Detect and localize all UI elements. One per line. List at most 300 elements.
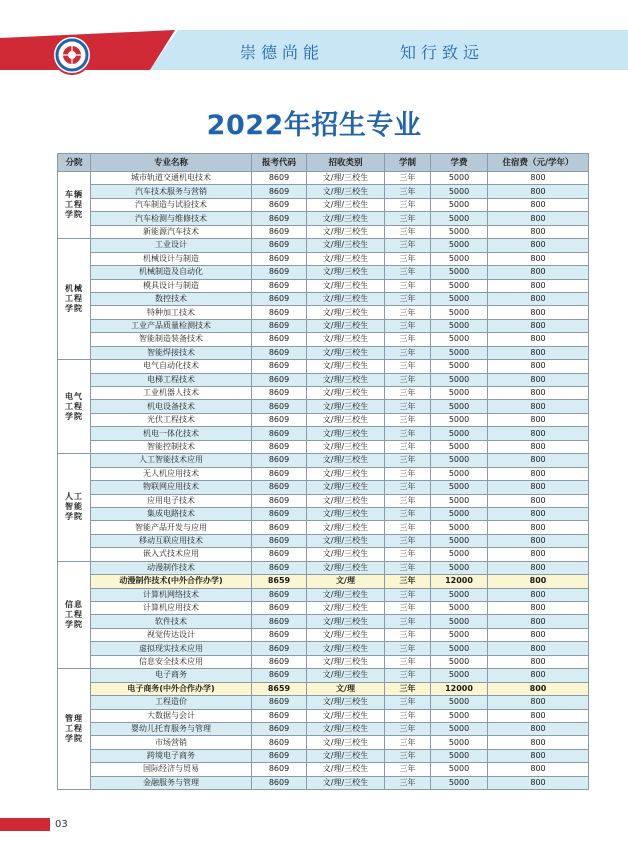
dorm-fee-cell: 800	[488, 696, 589, 709]
table-row	[58, 319, 589, 332]
major-name-cell: 虚拟现实技术应用	[91, 642, 252, 655]
exam-code-cell: 8609	[252, 198, 307, 211]
dorm-fee-cell: 800	[488, 387, 589, 400]
major-name-cell: 无人机应用技术	[91, 467, 252, 480]
category-cell: 文/理/三校生	[307, 252, 385, 265]
tuition-cell: 5000	[431, 588, 488, 601]
page-title: 2022年招生专业	[206, 110, 422, 141]
major-name-cell: 婴幼儿托育服务与管理	[91, 722, 252, 735]
table-row	[58, 722, 589, 735]
category-cell: 文/理/三校生	[307, 239, 385, 252]
table-row	[58, 575, 589, 588]
major-name-cell: 智能焊接技术	[91, 346, 252, 359]
exam-code-cell: 8609	[252, 413, 307, 426]
table-row	[58, 534, 589, 547]
exam-code-cell: 8609	[252, 722, 307, 735]
tuition-cell: 5000	[431, 521, 488, 534]
major-name-cell: 国际经济与贸易	[91, 763, 252, 776]
tuition-cell: 5000	[431, 266, 488, 279]
years-cell: 三年	[385, 360, 431, 373]
major-name-cell: 机电一体化技术	[91, 427, 252, 440]
major-name-cell: 视觉传达设计	[91, 628, 252, 641]
dorm-fee-cell: 800	[488, 655, 589, 668]
exam-code-cell: 8609	[252, 521, 307, 534]
dorm-fee-cell: 800	[488, 413, 589, 426]
exam-code-cell: 8609	[252, 534, 307, 547]
category-cell: 文/理/三校生	[307, 198, 385, 211]
table-row	[58, 602, 589, 615]
college-name-cell: 人工 智能 学院	[58, 454, 91, 562]
table-row	[58, 628, 589, 641]
exam-code-cell: 8609	[252, 736, 307, 749]
tuition-cell: 5000	[431, 615, 488, 628]
college-name-cell: 管理 工程 学院	[58, 669, 91, 790]
category-cell: 文/理	[307, 682, 385, 695]
dorm-fee-cell: 800	[488, 212, 589, 225]
dorm-fee-cell: 800	[488, 172, 589, 185]
major-name-cell: 模具设计与制造	[91, 279, 252, 292]
tuition-cell: 5000	[431, 749, 488, 762]
dorm-fee-cell: 800	[488, 628, 589, 641]
exam-code-cell: 8609	[252, 252, 307, 265]
table-row	[58, 763, 589, 776]
years-cell: 三年	[385, 763, 431, 776]
tuition-cell: 5000	[431, 602, 488, 615]
tuition-cell: 5000	[431, 172, 488, 185]
dorm-fee-cell: 800	[488, 722, 589, 735]
dorm-fee-cell: 800	[488, 669, 589, 682]
tuition-cell: 5000	[431, 306, 488, 319]
tuition-cell: 5000	[431, 212, 488, 225]
dorm-fee-cell: 800	[488, 467, 589, 480]
years-cell: 三年	[385, 494, 431, 507]
dorm-fee-cell: 800	[488, 239, 589, 252]
years-cell: 三年	[385, 669, 431, 682]
major-name-cell: 汽车制造与试验技术	[91, 198, 252, 211]
major-name-cell: 机电设备技术	[91, 400, 252, 413]
tuition-cell: 5000	[431, 400, 488, 413]
header-category: 招收类别	[307, 154, 385, 172]
table-row	[58, 467, 589, 480]
dorm-fee-cell: 800	[488, 749, 589, 762]
table-row	[58, 333, 589, 346]
table-row	[58, 252, 589, 265]
table-row	[58, 709, 589, 722]
exam-code-cell: 8609	[252, 776, 307, 789]
major-name-cell: 市场营销	[91, 736, 252, 749]
majors-table	[57, 153, 589, 790]
category-cell: 文/理/三校生	[307, 588, 385, 601]
dorm-fee-cell: 800	[488, 534, 589, 547]
tuition-cell: 12000	[431, 682, 488, 695]
tuition-cell: 5000	[431, 319, 488, 332]
category-cell: 文/理/三校生	[307, 481, 385, 494]
exam-code-cell: 8609	[252, 225, 307, 238]
category-cell: 文/理/三校生	[307, 521, 385, 534]
exam-code-cell: 8609	[252, 588, 307, 601]
exam-code-cell: 8609	[252, 561, 307, 574]
table-row	[58, 387, 589, 400]
tuition-cell: 5000	[431, 696, 488, 709]
dorm-fee-cell: 800	[488, 575, 589, 588]
tuition-cell: 5000	[431, 642, 488, 655]
exam-code-cell: 8609	[252, 306, 307, 319]
dorm-fee-cell: 800	[488, 548, 589, 561]
years-cell: 三年	[385, 615, 431, 628]
category-cell: 文/理/三校生	[307, 373, 385, 386]
category-cell: 文/理/三校生	[307, 346, 385, 359]
dorm-fee-cell: 800	[488, 306, 589, 319]
tuition-cell: 5000	[431, 454, 488, 467]
exam-code-cell: 8609	[252, 373, 307, 386]
header-dorm-fee: 住宿费（元/学年）	[488, 154, 589, 172]
major-name-cell: 特种加工技术	[91, 306, 252, 319]
major-name-cell: 信息安全技术应用	[91, 655, 252, 668]
page-number: 03	[55, 819, 68, 830]
dorm-fee-cell: 800	[488, 292, 589, 305]
table-row	[58, 400, 589, 413]
tuition-cell: 5000	[431, 252, 488, 265]
major-name-cell: 移动互联应用技术	[91, 534, 252, 547]
header-major: 专业名称	[91, 154, 252, 172]
category-cell: 文/理/三校生	[307, 669, 385, 682]
dorm-fee-cell: 800	[488, 440, 589, 453]
years-cell: 三年	[385, 266, 431, 279]
exam-code-cell: 8609	[252, 669, 307, 682]
header-code: 报考代码	[252, 154, 307, 172]
major-name-cell: 工程造价	[91, 696, 252, 709]
dorm-fee-cell: 800	[488, 521, 589, 534]
tuition-cell: 5000	[431, 333, 488, 346]
major-name-cell: 集成电路技术	[91, 507, 252, 520]
category-cell: 文/理/三校生	[307, 212, 385, 225]
major-name-cell: 数控技术	[91, 292, 252, 305]
years-cell: 三年	[385, 225, 431, 238]
category-cell: 文/理/三校生	[307, 628, 385, 641]
table-row	[58, 655, 589, 668]
years-cell: 三年	[385, 279, 431, 292]
exam-code-cell: 8609	[252, 507, 307, 520]
table-row	[58, 440, 589, 453]
category-cell: 文/理/三校生	[307, 306, 385, 319]
exam-code-cell: 8609	[252, 346, 307, 359]
dorm-fee-cell: 800	[488, 400, 589, 413]
category-cell: 文/理/三校生	[307, 440, 385, 453]
years-cell: 三年	[385, 292, 431, 305]
years-cell: 三年	[385, 561, 431, 574]
years-cell: 三年	[385, 185, 431, 198]
exam-code-cell: 8609	[252, 454, 307, 467]
years-cell: 三年	[385, 534, 431, 547]
years-cell: 三年	[385, 440, 431, 453]
dorm-fee-cell: 800	[488, 252, 589, 265]
tuition-cell: 5000	[431, 507, 488, 520]
exam-code-cell: 8609	[252, 212, 307, 225]
tuition-cell: 5000	[431, 736, 488, 749]
college-name-cell: 机械 工程 学院	[58, 239, 91, 360]
tuition-cell: 5000	[431, 467, 488, 480]
years-cell: 三年	[385, 696, 431, 709]
tuition-cell: 5000	[431, 669, 488, 682]
category-cell: 文/理/三校生	[307, 413, 385, 426]
dorm-fee-cell: 800	[488, 776, 589, 789]
exam-code-cell: 8609	[252, 266, 307, 279]
years-cell: 三年	[385, 588, 431, 601]
dorm-fee-cell: 800	[488, 736, 589, 749]
table-row	[58, 494, 589, 507]
table-row	[58, 239, 589, 252]
category-cell: 文/理/三校生	[307, 696, 385, 709]
category-cell: 文/理/三校生	[307, 507, 385, 520]
major-name-cell: 智能产品开发与应用	[91, 521, 252, 534]
table-row	[58, 225, 589, 238]
dorm-fee-cell: 800	[488, 763, 589, 776]
exam-code-cell: 8609	[252, 548, 307, 561]
exam-code-cell: 8609	[252, 749, 307, 762]
tuition-cell: 5000	[431, 427, 488, 440]
years-cell: 三年	[385, 333, 431, 346]
years-cell: 三年	[385, 481, 431, 494]
dorm-fee-cell: 800	[488, 642, 589, 655]
exam-code-cell: 8659	[252, 575, 307, 588]
major-name-cell: 机械设计与制造	[91, 252, 252, 265]
exam-code-cell: 8609	[252, 763, 307, 776]
tuition-cell: 5000	[431, 413, 488, 426]
table-row	[58, 481, 589, 494]
exam-code-cell: 8609	[252, 387, 307, 400]
major-name-cell: 计算机应用技术	[91, 602, 252, 615]
tuition-cell: 5000	[431, 185, 488, 198]
tuition-cell: 5000	[431, 655, 488, 668]
category-cell: 文/理/三校生	[307, 494, 385, 507]
table-row	[58, 266, 589, 279]
table-row	[58, 682, 589, 695]
years-cell: 三年	[385, 642, 431, 655]
category-cell: 文/理/三校生	[307, 602, 385, 615]
college-name-cell: 电气 工程 学院	[58, 360, 91, 454]
category-cell: 文/理	[307, 575, 385, 588]
tuition-cell: 5000	[431, 292, 488, 305]
dorm-fee-cell: 800	[488, 494, 589, 507]
years-cell: 三年	[385, 749, 431, 762]
dorm-fee-cell: 800	[488, 481, 589, 494]
college-name-cell: 车辆 工程 学院	[58, 172, 91, 239]
major-name-cell: 智能制造装备技术	[91, 333, 252, 346]
category-cell: 文/理/三校生	[307, 561, 385, 574]
years-cell: 三年	[385, 521, 431, 534]
table-row	[58, 669, 589, 682]
category-cell: 文/理/三校生	[307, 467, 385, 480]
exam-code-cell: 8609	[252, 239, 307, 252]
exam-code-cell: 8609	[252, 427, 307, 440]
category-cell: 文/理/三校生	[307, 185, 385, 198]
table-row	[58, 776, 589, 789]
table-row	[58, 212, 589, 225]
years-cell: 三年	[385, 722, 431, 735]
exam-code-cell: 8609	[252, 696, 307, 709]
tuition-cell: 5000	[431, 561, 488, 574]
dorm-fee-cell: 800	[488, 561, 589, 574]
tuition-cell: 5000	[431, 494, 488, 507]
major-name-cell: 计算机网络技术	[91, 588, 252, 601]
years-cell: 三年	[385, 306, 431, 319]
dorm-fee-cell: 800	[488, 333, 589, 346]
years-cell: 三年	[385, 400, 431, 413]
dorm-fee-cell: 800	[488, 602, 589, 615]
dorm-fee-cell: 800	[488, 360, 589, 373]
category-cell: 文/理/三校生	[307, 279, 385, 292]
table-row	[58, 306, 589, 319]
years-cell: 三年	[385, 709, 431, 722]
tuition-cell: 5000	[431, 387, 488, 400]
category-cell: 文/理/三校生	[307, 534, 385, 547]
years-cell: 三年	[385, 387, 431, 400]
tuition-cell: 5000	[431, 373, 488, 386]
years-cell: 三年	[385, 507, 431, 520]
major-name-cell: 电气自动化技术	[91, 360, 252, 373]
dorm-fee-cell: 800	[488, 185, 589, 198]
category-cell: 文/理/三校生	[307, 266, 385, 279]
header-years: 学制	[385, 154, 431, 172]
major-name-cell: 新能源汽车技术	[91, 225, 252, 238]
dorm-fee-cell: 800	[488, 615, 589, 628]
major-name-cell: 电梯工程技术	[91, 373, 252, 386]
years-cell: 三年	[385, 239, 431, 252]
category-cell: 文/理/三校生	[307, 776, 385, 789]
dorm-fee-cell: 800	[488, 346, 589, 359]
major-name-cell: 工业设计	[91, 239, 252, 252]
major-name-cell: 应用电子技术	[91, 494, 252, 507]
major-name-cell: 嵌入式技术应用	[91, 548, 252, 561]
category-cell: 文/理/三校生	[307, 736, 385, 749]
category-cell: 文/理/三校生	[307, 655, 385, 668]
dorm-fee-cell: 800	[488, 507, 589, 520]
dorm-fee-cell: 800	[488, 682, 589, 695]
category-cell: 文/理/三校生	[307, 225, 385, 238]
major-name-cell: 智能控制技术	[91, 440, 252, 453]
exam-code-cell: 8609	[252, 709, 307, 722]
exam-code-cell: 8609	[252, 292, 307, 305]
category-cell: 文/理/三校生	[307, 749, 385, 762]
major-name-cell: 汽车技术服务与营销	[91, 185, 252, 198]
table-body	[58, 172, 589, 790]
table-row	[58, 185, 589, 198]
table-row	[58, 360, 589, 373]
dorm-fee-cell: 800	[488, 373, 589, 386]
header-college: 分院	[58, 154, 91, 172]
dorm-fee-cell: 800	[488, 266, 589, 279]
tuition-cell: 5000	[431, 346, 488, 359]
school-emblem-icon	[52, 35, 92, 75]
table-row	[58, 413, 589, 426]
major-name-cell: 汽车检测与维修技术	[91, 212, 252, 225]
table-row	[58, 507, 589, 520]
years-cell: 三年	[385, 575, 431, 588]
exam-code-cell: 8609	[252, 400, 307, 413]
exam-code-cell: 8609	[252, 481, 307, 494]
years-cell: 三年	[385, 548, 431, 561]
tuition-cell: 5000	[431, 548, 488, 561]
dorm-fee-cell: 800	[488, 588, 589, 601]
exam-code-cell: 8609	[252, 494, 307, 507]
category-cell: 文/理/三校生	[307, 387, 385, 400]
category-cell: 文/理/三校生	[307, 709, 385, 722]
table-row	[58, 292, 589, 305]
slogan-left: 崇德尚能	[240, 43, 325, 62]
category-cell: 文/理/三校生	[307, 360, 385, 373]
years-cell: 三年	[385, 252, 431, 265]
category-cell: 文/理/三校生	[307, 722, 385, 735]
tuition-cell: 5000	[431, 722, 488, 735]
years-cell: 三年	[385, 346, 431, 359]
header-tuition: 学费	[431, 154, 488, 172]
years-cell: 三年	[385, 655, 431, 668]
tuition-cell: 5000	[431, 440, 488, 453]
years-cell: 三年	[385, 319, 431, 332]
years-cell: 三年	[385, 736, 431, 749]
years-cell: 三年	[385, 212, 431, 225]
major-name-cell: 动漫制作技术	[91, 561, 252, 574]
major-name-cell: 工业机器人技术	[91, 387, 252, 400]
major-name-cell: 动漫制作技术(中外合作办学)	[91, 575, 252, 588]
exam-code-cell: 8609	[252, 467, 307, 480]
exam-code-cell: 8659	[252, 682, 307, 695]
dorm-fee-cell: 800	[488, 279, 589, 292]
tuition-cell: 5000	[431, 279, 488, 292]
tuition-cell: 5000	[431, 225, 488, 238]
years-cell: 三年	[385, 413, 431, 426]
tuition-cell: 5000	[431, 763, 488, 776]
exam-code-cell: 8609	[252, 279, 307, 292]
table-row	[58, 696, 589, 709]
years-cell: 三年	[385, 454, 431, 467]
tuition-cell: 5000	[431, 481, 488, 494]
years-cell: 三年	[385, 198, 431, 211]
banner-blue-stripe	[150, 30, 628, 70]
category-cell: 文/理/三校生	[307, 454, 385, 467]
years-cell: 三年	[385, 172, 431, 185]
exam-code-cell: 8609	[252, 615, 307, 628]
category-cell: 文/理/三校生	[307, 548, 385, 561]
years-cell: 三年	[385, 682, 431, 695]
major-name-cell: 金融服务与管理	[91, 776, 252, 789]
table-row	[58, 454, 589, 467]
dorm-fee-cell: 800	[488, 427, 589, 440]
tuition-cell: 5000	[431, 628, 488, 641]
exam-code-cell: 8609	[252, 628, 307, 641]
category-cell: 文/理/三校生	[307, 319, 385, 332]
table-row	[58, 427, 589, 440]
major-name-cell: 电子商务(中外合作办学)	[91, 682, 252, 695]
major-name-cell: 光伏工程技术	[91, 413, 252, 426]
category-cell: 文/理/三校生	[307, 642, 385, 655]
category-cell: 文/理/三校生	[307, 427, 385, 440]
tuition-cell: 5000	[431, 360, 488, 373]
category-cell: 文/理/三校生	[307, 400, 385, 413]
table-row	[58, 548, 589, 561]
table-row	[58, 736, 589, 749]
exam-code-cell: 8609	[252, 655, 307, 668]
exam-code-cell: 8609	[252, 642, 307, 655]
dorm-fee-cell: 800	[488, 225, 589, 238]
table-row	[58, 521, 589, 534]
college-name-cell: 信息 工程 学院	[58, 561, 91, 669]
major-name-cell: 电子商务	[91, 669, 252, 682]
tuition-cell: 5000	[431, 198, 488, 211]
major-name-cell: 物联网应用技术	[91, 481, 252, 494]
tuition-cell: 5000	[431, 239, 488, 252]
tuition-cell: 5000	[431, 709, 488, 722]
